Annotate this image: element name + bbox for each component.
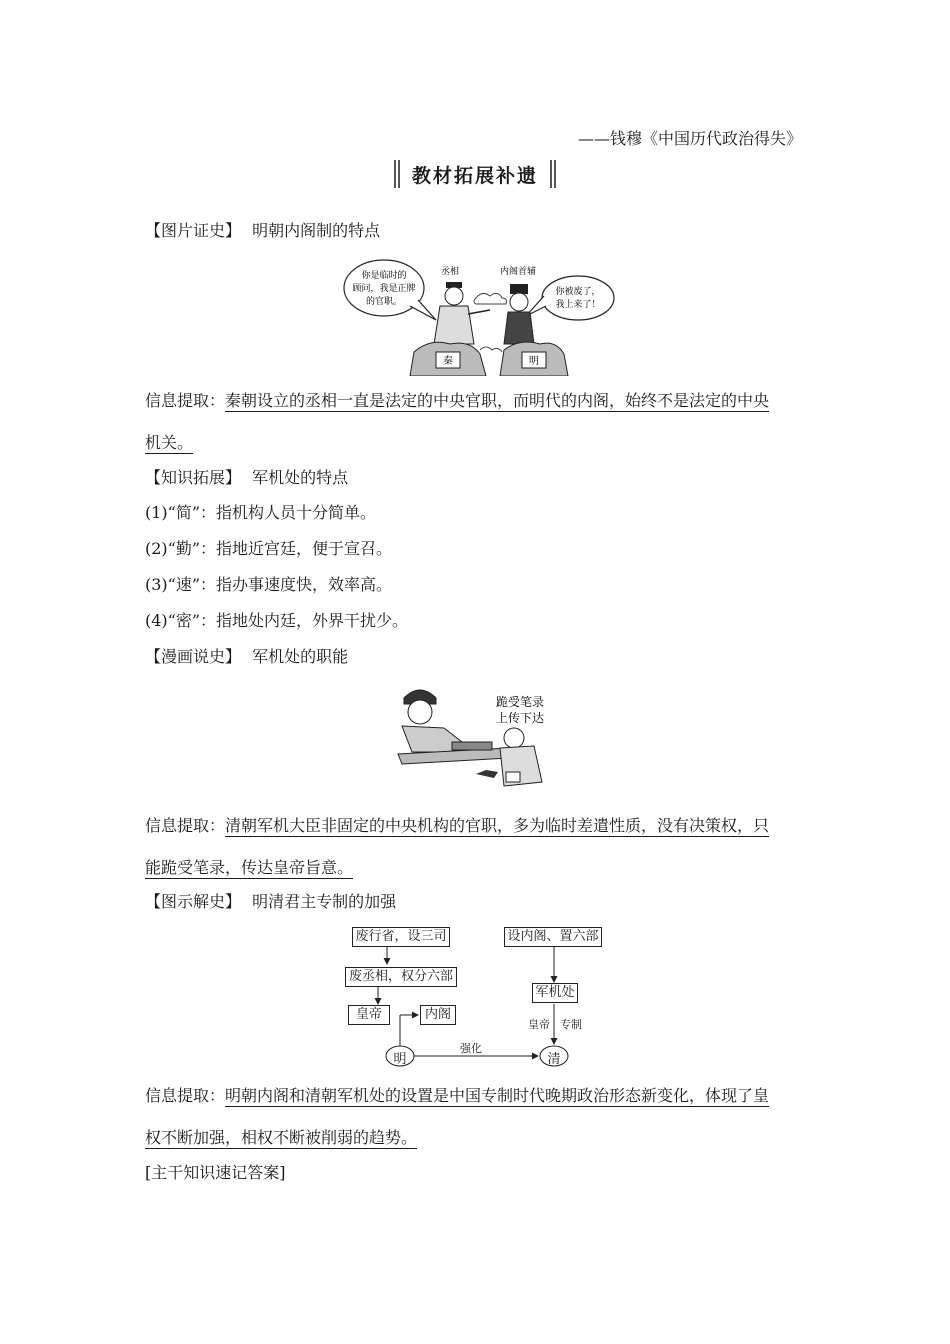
flow-box-emperor: 皇帝 bbox=[348, 1005, 390, 1025]
diagram-info-line-2: 权不断加强，相权不断被削弱的趋势。 bbox=[145, 1128, 418, 1147]
comic-caption-line-1: 跪受笔录 bbox=[495, 695, 545, 709]
left-bubble-line-1: 你是临时的 bbox=[361, 271, 407, 281]
diagram-info-line-1 bbox=[145, 1085, 769, 1107]
info-text: 清朝军机大臣非固定的中央机构的官职，多为临时差遣性质，没有决策权，只 bbox=[225, 816, 770, 835]
pic-evidence-tag: 【图片证史】 bbox=[145, 221, 242, 240]
comic-info-line-2: 能跪受笔录，传达皇帝旨意。 bbox=[145, 858, 354, 877]
section-title bbox=[392, 156, 558, 192]
strengthen-label: 强化 bbox=[460, 1042, 482, 1055]
section-title-text: 教材拓展补遗 bbox=[411, 164, 538, 187]
comic-title: 军机处的职能 bbox=[252, 647, 349, 666]
emperor-label: 皇帝 bbox=[528, 1018, 550, 1031]
pic-evidence-info-line-1 bbox=[145, 390, 769, 412]
right-bubble-line-2: 我上来了！ bbox=[555, 300, 601, 310]
qin-rock-label: 秦 bbox=[443, 356, 453, 367]
diagram-tag: 【图示解史】 bbox=[145, 892, 242, 911]
knowledge-heading bbox=[145, 467, 348, 489]
grand-council-cartoon bbox=[392, 682, 562, 790]
info-text: 明朝内阁和清朝军机处的设置是中国专制时代晚期政治形态新变化，体现了皇 bbox=[225, 1086, 770, 1105]
info-text: 秦朝设立的丞相一直是法定的中央官职，而明代的内阁，始终不是法定的中央 bbox=[225, 391, 770, 410]
grand-secretary-figure bbox=[504, 284, 534, 344]
knowledge-item: (4)“密”：指地处内廷，外界干扰少。 bbox=[145, 611, 409, 630]
left-bubble-line-3: 的官职。 bbox=[365, 297, 403, 307]
comic-heading bbox=[145, 646, 348, 668]
ming-rock-label: 明 bbox=[529, 356, 539, 367]
chancellor-label: 丞相 bbox=[440, 267, 460, 277]
info-label: 信息提取： bbox=[145, 391, 226, 410]
chancellor-cartoon bbox=[340, 258, 620, 376]
quote-source: ——钱穆《中国历代政治得失》 bbox=[577, 129, 802, 148]
knowledge-tag: 【知识拓展】 bbox=[145, 468, 242, 487]
knowledge-item: (1)“简”：指机构人员十分简单。 bbox=[145, 503, 377, 522]
chancellor-figure bbox=[434, 282, 490, 344]
flow-box-set-cabinet: 设内阁、置六部 bbox=[504, 927, 602, 947]
right-bubble-line-1: 你被废了， bbox=[555, 287, 601, 297]
diagram-heading bbox=[145, 891, 396, 913]
ming-node: 明 bbox=[393, 1052, 407, 1067]
comic-info-line-1 bbox=[145, 815, 769, 837]
knowledge-item: (3)“速”：指办事速度快，效率高。 bbox=[145, 575, 393, 594]
minister-figure bbox=[500, 728, 542, 786]
qing-node: 清 bbox=[547, 1052, 561, 1067]
info-label: 信息提取： bbox=[145, 816, 226, 835]
info-label: 信息提取： bbox=[145, 1086, 226, 1105]
grand-secretary-label: 内阁首辅 bbox=[499, 267, 537, 277]
flow-box-cabinet: 内阁 bbox=[420, 1005, 456, 1025]
pic-evidence-title: 明朝内阁制的特点 bbox=[252, 221, 381, 240]
knowledge-item: (2)“勤”：指地近宫廷，便于宣召。 bbox=[145, 539, 393, 558]
diagram-title: 明清君主专制的加强 bbox=[252, 892, 397, 911]
flow-box-grand-council: 军机处 bbox=[532, 983, 578, 1003]
knowledge-title: 军机处的特点 bbox=[252, 468, 349, 487]
flow-box-abolish-chancellor: 废丞相，权分六部 bbox=[345, 967, 457, 987]
answer-key-heading: [主干知识速记答案] bbox=[145, 1163, 286, 1182]
autocracy-label: 专制 bbox=[560, 1018, 582, 1031]
pic-evidence-heading bbox=[145, 220, 380, 242]
comic-caption-line-2: 上传下达 bbox=[495, 711, 545, 725]
comic-tag: 【漫画说史】 bbox=[145, 647, 242, 666]
left-bubble-line-2: 顾问，我是正牌 bbox=[352, 284, 416, 294]
flow-box-abolish-provinces: 废行省，设三司 bbox=[352, 927, 450, 947]
pic-evidence-info-line-2: 机关。 bbox=[145, 433, 194, 452]
